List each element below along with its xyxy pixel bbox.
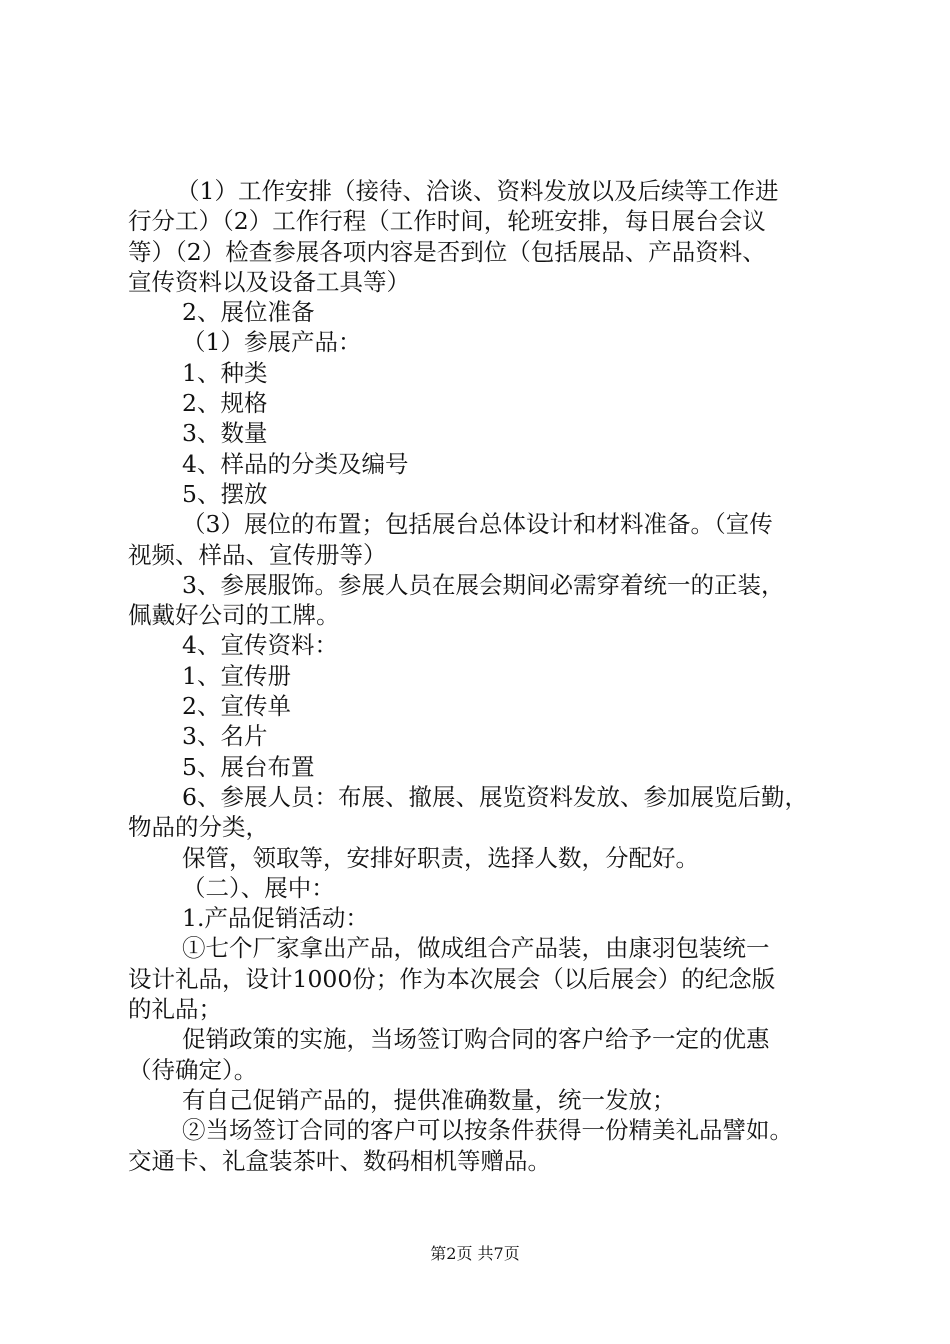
text-line: 佩戴好公司的工牌。 <box>128 601 340 630</box>
text-line: 物品的分类， <box>128 813 269 842</box>
text-line: （1）工作安排（接待、洽谈、资料发放以及后续等工作进 <box>176 177 779 205</box>
text-line: 5、展台布置 <box>182 752 315 781</box>
page-footer: 第2页 共7页 <box>430 1244 520 1263</box>
text-line: 的礼品； <box>128 995 222 1024</box>
text-line: 3、参展服饰。参展人员在展会期间必需穿着统一的正装， <box>182 570 785 599</box>
text-line: 2、宣传单 <box>182 692 291 721</box>
text-line: 2、展位准备 <box>182 298 315 327</box>
text-line: 行分工）（2）工作行程（工作时间，轮班安排，每日展台会议 <box>128 207 766 236</box>
text-line: 4、样品的分类及编号 <box>182 449 409 478</box>
text-line: （3）展位的布置；包括展台总体设计和材料准备。（宣传 <box>182 510 773 539</box>
text-line: 促销政策的实施，当场签订购合同的客户给予一定的优惠 <box>182 1025 770 1054</box>
text-line: 交通卡、礼盒装茶叶、数码相机等赠品。 <box>128 1146 551 1175</box>
text-line: 1、宣传册 <box>182 661 291 690</box>
text-line: 保管，领取等，安排好职责，选择人数，分配好。 <box>182 843 699 872</box>
text-line: （待确定）。 <box>128 1055 258 1084</box>
text-line: 等）（2）检查参展各项内容是否到位（包括展品、产品资料、 <box>128 237 766 266</box>
text-line: 视频、样品、宣传册等） <box>128 540 387 569</box>
text-line: 5、摆放 <box>182 479 268 508</box>
text-line: 3、数量 <box>182 419 268 448</box>
text-line: 2、规格 <box>182 389 268 418</box>
text-line: 3、名片 <box>182 722 268 751</box>
text-line: ①七个厂家拿出产品，做成组合产品装，由康羽包装统一 <box>182 934 770 963</box>
text-line: 4、宣传资料： <box>182 631 338 660</box>
text-line: 6、参展人员：布展、撤展、展览资料发放、参加展览后勤， <box>182 782 808 811</box>
text-line: 设计礼品，设计1000份；作为本次展会（以后展会）的纪念版 <box>128 964 776 993</box>
text-line: 宣传资料以及设备工具等） <box>128 267 410 296</box>
document-body <box>128 176 840 1176</box>
text-line: 1.产品促销活动： <box>182 904 369 933</box>
text-line: （1）参展产品： <box>182 328 362 357</box>
text-line: ②当场签订合同的客户可以按条件获得一份精美礼品譬如。 <box>182 1116 793 1145</box>
text-line: 1、种类 <box>182 358 268 387</box>
text-line: （二）、展中： <box>182 873 335 902</box>
text-line: 有自己促销产品的，提供准确数量，统一发放； <box>182 1085 676 1114</box>
